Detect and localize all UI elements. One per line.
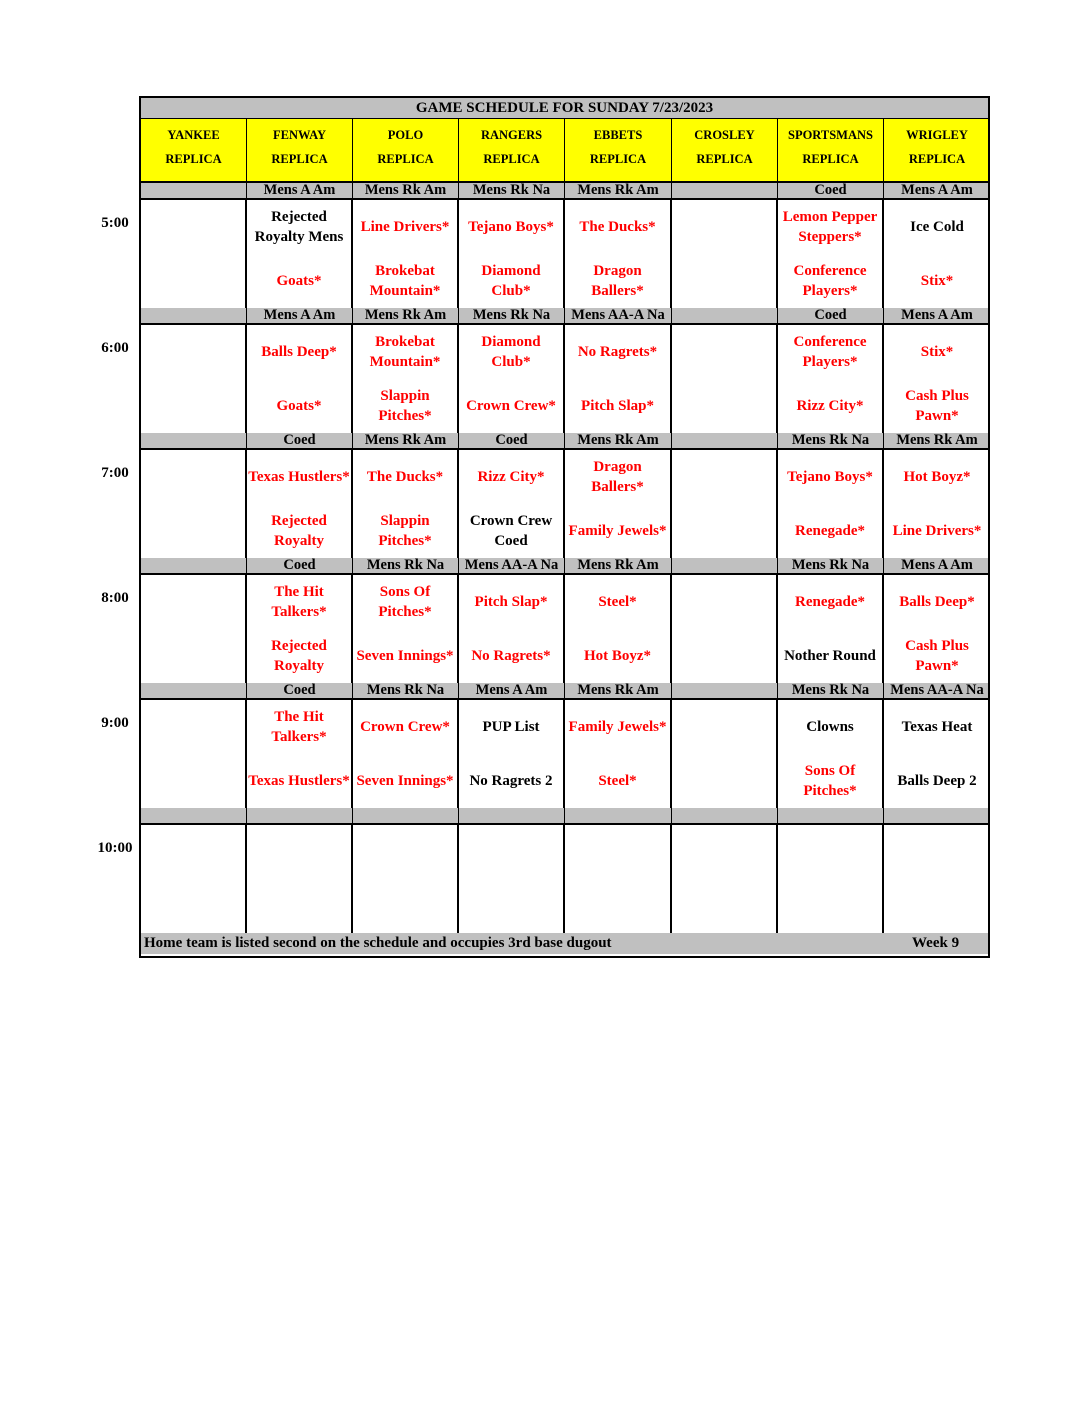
- division-label: Mens A Am: [901, 558, 973, 573]
- home-team: [353, 379, 457, 433]
- team-name: Slappin Pitches*: [378, 388, 432, 424]
- home-team: [459, 504, 563, 558]
- game-cell: [778, 825, 884, 933]
- team-name: Goats*: [276, 398, 322, 414]
- visiting-team: [247, 575, 351, 629]
- team-name: Steel*: [598, 773, 637, 789]
- team-name: Renegade*: [795, 523, 865, 539]
- team-name: Slappin Pitches*: [378, 513, 432, 549]
- team-name: The Ducks*: [366, 469, 444, 485]
- field-subtitle: REPLICA: [696, 152, 753, 166]
- division-label: [672, 433, 778, 448]
- game-cell: [778, 200, 884, 308]
- team-name: Family Jewels*: [568, 523, 667, 539]
- home-team-note: Home team is listed second on the schedule and occupies 3rd base dugout: [144, 935, 612, 951]
- game-cell: [672, 575, 778, 683]
- division-label: Coed: [247, 683, 353, 698]
- game-cell: [884, 200, 990, 308]
- time-label: 7:00: [101, 465, 129, 481]
- team-name: Rizz City*: [796, 398, 864, 414]
- game-cell: [884, 450, 990, 558]
- game-cell: [141, 200, 247, 308]
- team-name: Crown Crew*: [466, 398, 556, 414]
- slot-row: [141, 200, 988, 310]
- game-cell: [884, 700, 990, 808]
- home-team: [353, 504, 457, 558]
- home-team: [247, 254, 351, 308]
- team-name: Balls Deep 2: [897, 773, 977, 789]
- field-header-wrigley: [884, 119, 990, 181]
- division-label: Coed: [247, 433, 353, 448]
- visiting-team: [459, 700, 563, 754]
- field-header-crosley: [672, 119, 778, 181]
- division-label: [247, 808, 353, 823]
- team-name: Dragon Ballers*: [591, 263, 644, 299]
- team-name: Rejected Royalty Mens: [254, 209, 344, 245]
- team-name: Diamond Club*: [481, 334, 541, 370]
- field-name: WRIGLEY: [906, 128, 968, 142]
- game-cell: [884, 575, 990, 683]
- schedule-title: GAME SCHEDULE FOR SUNDAY 7/23/2023: [141, 98, 988, 119]
- team-name: Conference Players*: [793, 263, 867, 299]
- division-label: [672, 683, 778, 698]
- division-label: Mens AA-A Na: [459, 558, 565, 573]
- game-cell: [247, 700, 353, 808]
- visiting-team: [884, 450, 990, 504]
- visiting-team: [459, 325, 563, 379]
- game-cell: [247, 825, 353, 933]
- game-cell: [247, 575, 353, 683]
- game-cell: [778, 325, 884, 433]
- division-label: [884, 808, 990, 823]
- division-label: [672, 183, 778, 198]
- game-cell: [353, 325, 459, 433]
- visiting-team: [459, 450, 563, 504]
- visiting-team: [353, 200, 457, 254]
- game-cell: [565, 700, 672, 808]
- home-team: [778, 754, 882, 808]
- team-name: Family Jewels*: [568, 719, 667, 735]
- team-name: Sons Of Pitches*: [378, 584, 432, 620]
- field-name: CROSLEY: [694, 128, 755, 142]
- team-name: Ice Cold: [910, 219, 964, 235]
- visiting-team: [353, 325, 457, 379]
- visiting-team: [778, 325, 882, 379]
- visiting-team: [778, 700, 882, 754]
- game-cell: [353, 200, 459, 308]
- team-name: Brokebat Mountain*: [369, 263, 441, 299]
- home-team: [247, 629, 351, 683]
- team-name: Crown Crew Coed: [469, 513, 553, 549]
- game-cell: [247, 325, 353, 433]
- division-label: Mens Rk Am: [353, 183, 459, 198]
- field-subtitle: REPLICA: [377, 152, 434, 166]
- visiting-team: [353, 450, 457, 504]
- division-label: Mens Rk Am: [565, 683, 672, 698]
- game-cell: [459, 325, 565, 433]
- division-label: Mens A Am: [901, 308, 973, 323]
- division-label: [141, 183, 247, 198]
- home-team: [353, 254, 457, 308]
- game-cell: [459, 700, 565, 808]
- visiting-team: [353, 700, 457, 754]
- week-label: Week 9: [912, 935, 960, 951]
- home-team: [459, 254, 563, 308]
- visiting-team: [884, 700, 990, 754]
- home-team: [565, 379, 670, 433]
- game-cell: [141, 700, 247, 808]
- team-name: Texas Heat: [901, 719, 973, 735]
- time-label: 6:00: [101, 340, 129, 356]
- field-name: RANGERS: [480, 128, 543, 142]
- slot-row: [141, 700, 988, 810]
- time-label: 5:00: [101, 215, 129, 231]
- field-subtitle: REPLICA: [802, 152, 859, 166]
- home-team: [459, 629, 563, 683]
- home-team: [459, 754, 563, 808]
- division-label: Mens Rk Na: [778, 683, 884, 698]
- division-label: [778, 808, 884, 823]
- visiting-team: [778, 200, 882, 254]
- game-cell: [778, 700, 884, 808]
- division-label: Mens Rk Am: [565, 183, 672, 198]
- game-cell: [459, 825, 565, 933]
- team-name: Line Drivers*: [892, 523, 982, 539]
- visiting-team: [565, 450, 670, 504]
- home-team: [884, 754, 990, 808]
- game-cell: [247, 450, 353, 558]
- field-header-yankee: [141, 119, 247, 181]
- team-name: Stix*: [920, 344, 954, 360]
- visiting-team: [353, 575, 457, 629]
- home-team: [247, 504, 351, 558]
- team-name: Pitch Slap*: [581, 398, 654, 414]
- division-label: Mens Rk Na: [353, 683, 459, 698]
- visiting-team: [565, 575, 670, 629]
- division-label: Mens Rk Am: [353, 433, 459, 448]
- visiting-team: [565, 700, 670, 754]
- field-header-sportsmans: [778, 119, 884, 181]
- division-label: Mens Rk Am: [896, 433, 978, 448]
- team-name: Tejano Boys*: [787, 469, 873, 485]
- division-row: [141, 683, 988, 700]
- team-name: Cash Plus Pawn*: [905, 388, 969, 424]
- division-row: [141, 183, 988, 200]
- team-name: Balls Deep*: [899, 594, 975, 610]
- home-team: [565, 629, 670, 683]
- game-cell: [459, 450, 565, 558]
- team-name: Renegade*: [795, 594, 865, 610]
- team-name: Crown Crew*: [360, 719, 450, 735]
- division-row: [141, 433, 988, 450]
- team-name: Tejano Boys*: [468, 219, 554, 235]
- game-cell: [459, 575, 565, 683]
- field-name: EBBETS: [593, 128, 643, 142]
- field-name: POLO: [387, 128, 424, 142]
- division-label: Mens Rk Na: [778, 433, 884, 448]
- team-name: No Ragrets*: [577, 344, 658, 360]
- division-label: [353, 808, 459, 823]
- visiting-team: [247, 700, 351, 754]
- team-name: Dragon Ballers*: [591, 459, 644, 495]
- game-cell: [141, 325, 247, 433]
- division-label: Mens AA-A Na: [565, 308, 672, 323]
- slot-row: [141, 575, 988, 685]
- game-cell: [141, 825, 247, 933]
- division-label: Mens A Am: [247, 308, 353, 323]
- field-header-ebbets: [565, 119, 672, 181]
- division-label: [141, 808, 247, 823]
- team-name: Lemon Pepper Steppers*: [782, 209, 878, 245]
- division-label: [672, 808, 778, 823]
- home-team: [247, 754, 351, 808]
- field-header-polo: [353, 119, 459, 181]
- division-label: [141, 308, 247, 323]
- division-label: Mens Rk Am: [565, 433, 672, 448]
- visiting-team: [459, 200, 563, 254]
- visiting-team: [565, 325, 670, 379]
- field-subtitle: REPLICA: [165, 152, 222, 166]
- visiting-team: [565, 200, 670, 254]
- game-cell: [884, 825, 990, 933]
- home-team: [353, 629, 457, 683]
- field-name: YANKEE: [167, 128, 220, 142]
- game-cell: [884, 325, 990, 433]
- game-cell: [565, 825, 672, 933]
- team-name: Hot Boyz*: [583, 648, 652, 664]
- home-team: [353, 754, 457, 808]
- field-header-rangers: [459, 119, 565, 181]
- team-name: No Ragrets*: [471, 648, 551, 664]
- team-name: Conference Players*: [793, 334, 867, 370]
- visiting-team: [247, 325, 351, 379]
- division-row: [141, 808, 988, 825]
- game-cell: [565, 200, 672, 308]
- team-name: Steel*: [598, 594, 637, 610]
- home-team: [247, 379, 351, 433]
- home-team: [778, 379, 882, 433]
- team-name: Cash Plus Pawn*: [905, 638, 969, 674]
- division-label: Coed: [459, 433, 565, 448]
- footer-row: [141, 933, 988, 954]
- home-team: [884, 254, 990, 308]
- division-label: Mens A Am: [247, 183, 353, 198]
- division-row: [141, 308, 988, 325]
- division-label: Coed: [247, 558, 353, 573]
- team-name: Brokebat Mountain*: [369, 334, 441, 370]
- division-label: [459, 808, 565, 823]
- visiting-team: [884, 575, 990, 629]
- team-name: Seven Innings*: [356, 773, 454, 789]
- team-name: Rejected Royalty: [271, 513, 327, 549]
- home-team: [884, 504, 990, 558]
- team-name: Rizz City*: [477, 469, 545, 485]
- visiting-team: [778, 575, 882, 629]
- field-subtitle: REPLICA: [908, 152, 966, 166]
- slot-row: [141, 825, 988, 935]
- game-cell: [353, 700, 459, 808]
- field-header-row: [141, 119, 988, 183]
- visiting-team: [247, 450, 351, 504]
- game-cell: [672, 325, 778, 433]
- division-label: Mens A Am: [901, 183, 973, 198]
- game-cell: [141, 575, 247, 683]
- team-name: Hot Boyz*: [903, 469, 971, 485]
- team-name: Nother Round: [784, 648, 876, 664]
- field-subtitle: REPLICA: [271, 152, 328, 166]
- game-cell: [565, 325, 672, 433]
- slot-row: [141, 450, 988, 560]
- visiting-team: [778, 450, 882, 504]
- visiting-team: [459, 575, 563, 629]
- game-cell: [141, 450, 247, 558]
- team-name: No Ragrets 2: [469, 773, 553, 789]
- field-header-fenway: [247, 119, 353, 181]
- field-name: FENWAY: [272, 128, 327, 142]
- game-cell: [778, 575, 884, 683]
- visiting-team: [247, 200, 351, 254]
- home-team: [565, 254, 670, 308]
- team-name: PUP List: [482, 719, 540, 735]
- game-cell: [565, 450, 672, 558]
- home-team: [884, 379, 990, 433]
- visiting-team: [884, 200, 990, 254]
- division-label: Mens Rk Na: [353, 558, 459, 573]
- game-cell: [672, 700, 778, 808]
- game-cell: [459, 200, 565, 308]
- division-label: Mens Rk Na: [459, 308, 565, 323]
- field-subtitle: REPLICA: [483, 152, 540, 166]
- team-name: The Hit Talkers*: [271, 709, 327, 745]
- division-label: [141, 433, 247, 448]
- division-label: Mens A Am: [459, 683, 565, 698]
- team-name: Texas Hustlers*: [248, 469, 350, 485]
- team-name: Texas Hustlers*: [248, 773, 350, 789]
- home-team: [459, 379, 563, 433]
- game-cell: [353, 825, 459, 933]
- game-cell: [353, 575, 459, 683]
- field-subtitle: REPLICA: [589, 152, 647, 166]
- game-cell: [565, 575, 672, 683]
- game-cell: [353, 450, 459, 558]
- game-cell: [672, 200, 778, 308]
- division-label: Coed: [778, 183, 884, 198]
- team-name: Pitch Slap*: [474, 594, 548, 610]
- division-label: Mens Rk Am: [353, 308, 459, 323]
- division-label: Mens Rk Na: [459, 183, 565, 198]
- division-label: [141, 558, 247, 573]
- team-name: Goats*: [276, 273, 322, 289]
- team-name: Rejected Royalty: [271, 638, 327, 674]
- home-team: [565, 504, 670, 558]
- schedule-table: [139, 96, 990, 958]
- home-team: [778, 254, 882, 308]
- team-name: Balls Deep*: [261, 344, 337, 360]
- game-cell: [247, 200, 353, 308]
- team-name: The Ducks*: [579, 219, 656, 235]
- team-name: The Hit Talkers*: [271, 584, 327, 620]
- team-name: Seven Innings*: [356, 648, 454, 664]
- time-label: 8:00: [101, 590, 129, 606]
- division-row: [141, 558, 988, 575]
- home-team: [778, 629, 882, 683]
- division-label: [141, 683, 247, 698]
- game-cell: [672, 825, 778, 933]
- time-label: 9:00: [101, 715, 129, 731]
- game-cell: [672, 450, 778, 558]
- visiting-team: [884, 325, 990, 379]
- team-name: Stix*: [920, 273, 954, 289]
- division-label: Coed: [778, 308, 884, 323]
- field-name: SPORTSMANS: [788, 128, 873, 142]
- division-label: [565, 808, 672, 823]
- home-team: [884, 629, 990, 683]
- division-label: [672, 558, 778, 573]
- team-name: Sons Of Pitches*: [803, 763, 857, 799]
- team-name: Line Drivers*: [360, 219, 450, 235]
- home-team: [565, 754, 670, 808]
- division-label: Mens Rk Na: [778, 558, 884, 573]
- team-name: Diamond Club*: [481, 263, 541, 299]
- division-label: [672, 308, 778, 323]
- slot-row: [141, 325, 988, 435]
- division-label: Mens AA-A Na: [890, 683, 984, 698]
- game-cell: [778, 450, 884, 558]
- division-label: Mens Rk Am: [565, 558, 672, 573]
- time-label: 10:00: [97, 840, 133, 856]
- home-team: [778, 504, 882, 558]
- team-name: Clowns: [806, 719, 854, 735]
